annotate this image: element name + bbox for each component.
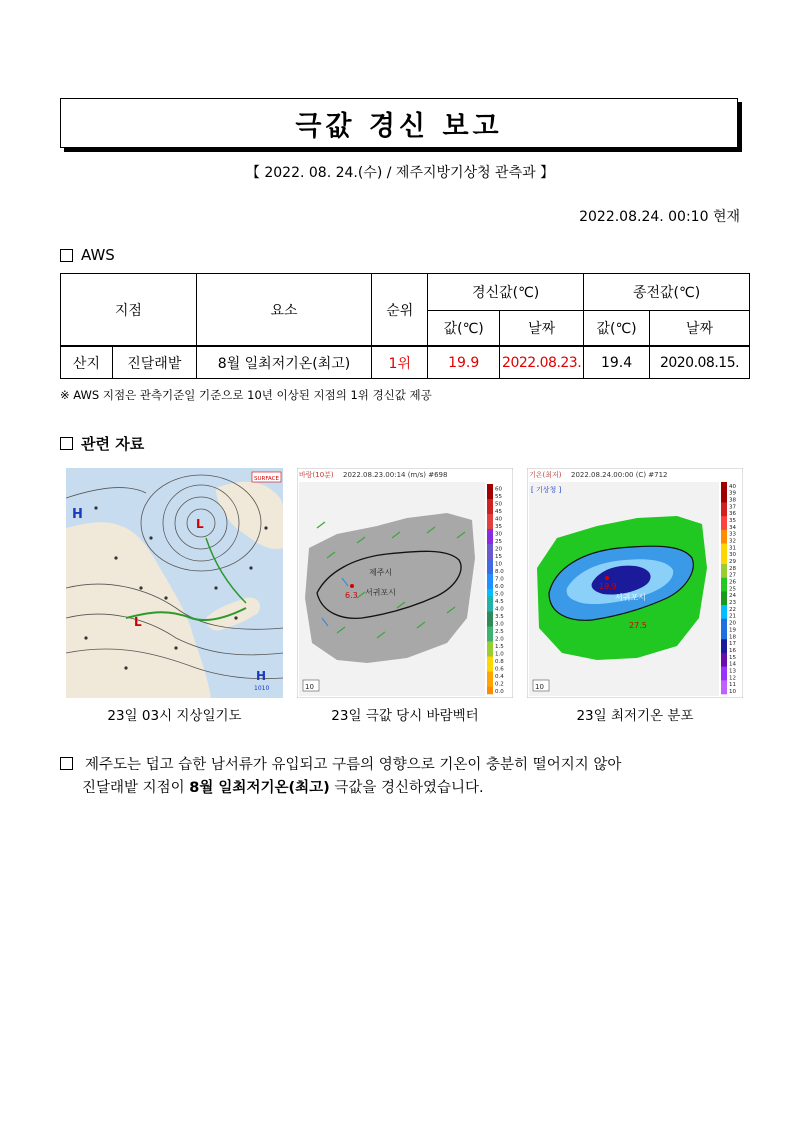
section-aws-label: AWS <box>81 246 115 264</box>
wind-map-info: 2022.08.23.00:14 (m/s) #698 <box>343 471 448 479</box>
title-box <box>60 98 738 148</box>
legend-swatch <box>721 550 727 557</box>
checkbox-icon <box>60 757 73 770</box>
legend-label: 11 <box>729 682 736 689</box>
legend-swatch <box>487 574 493 582</box>
legend-swatch <box>721 585 727 592</box>
cell-rank: 1위 <box>372 346 428 379</box>
legend-swatch <box>721 537 727 544</box>
section-related <box>60 433 144 454</box>
legend-label: 10 <box>495 561 502 568</box>
legend-label: 22 <box>729 606 736 613</box>
legend-swatch <box>487 499 493 507</box>
wind-value-label: 6.3 <box>345 591 358 600</box>
summary-line-1 <box>60 754 750 777</box>
station-marker <box>350 584 354 588</box>
summary-paragraph <box>60 754 750 800</box>
header-new: 경신값(℃) <box>428 274 584 311</box>
legend-label: 3.5 <box>495 613 504 620</box>
city-label-seogwipo: 서귀포시 <box>615 593 646 602</box>
subheader-new-value: 값(℃) <box>428 311 500 347</box>
scale-label: 10 <box>305 683 314 691</box>
legend-label: 4.0 <box>495 606 504 613</box>
subheader-new-date: 날짜 <box>500 311 584 347</box>
legend-swatch <box>721 660 727 667</box>
section-aws <box>60 246 115 264</box>
temp-legend-labels <box>729 484 736 695</box>
legend-label: 21 <box>729 613 736 620</box>
legend-swatch <box>487 507 493 515</box>
legend-label: 17 <box>729 641 736 648</box>
legend-label: 12 <box>729 675 736 682</box>
subtitle: 【 2022. 08. 24.(수) / 제주지방기상청 관측과 】 <box>245 165 555 181</box>
legend-label: 0.0 <box>495 688 504 695</box>
subheader-prev-date: 날짜 <box>650 311 750 347</box>
legend-swatch <box>721 523 727 530</box>
legend-label: 13 <box>729 668 736 675</box>
legend-label: 16 <box>729 647 736 654</box>
subheader-prev-value: 값(℃) <box>584 311 650 347</box>
legend-label: 29 <box>729 559 736 566</box>
cell-element: 8월 일최저기온(최고) <box>196 346 372 379</box>
temp-value-label-2: 27.5 <box>629 621 647 630</box>
temp-map-title: 기온(최저) <box>529 471 562 479</box>
legend-label: 45 <box>495 508 502 515</box>
summary-text-1: 제주도는 덥고 습한 남서류가 유입되고 구름의 영향으로 기온이 충분히 떨어지지 않아 <box>85 757 622 773</box>
legend-swatch <box>721 544 727 551</box>
legend-label: 38 <box>729 497 736 504</box>
legend-swatch <box>487 589 493 597</box>
legend-label: 40 <box>729 483 736 490</box>
legend-swatch <box>721 509 727 516</box>
cell-new-date: 2022.08.23. <box>500 346 584 379</box>
scale-label: 10 <box>535 683 544 691</box>
legend-label: 1.0 <box>495 651 504 658</box>
legend-swatch <box>721 619 727 626</box>
legend-swatch <box>721 673 727 680</box>
surface-map-image <box>66 468 283 698</box>
legend-swatch <box>487 544 493 552</box>
legend-label: 19 <box>729 627 736 634</box>
legend-swatch <box>721 598 727 605</box>
legend-label: 0.8 <box>495 658 504 665</box>
city-label-jeju: 제주시 <box>369 568 393 577</box>
wind-vector-map <box>297 468 513 698</box>
legend-label: 36 <box>729 511 736 518</box>
checkbox-icon <box>60 249 73 262</box>
legend-swatch <box>487 664 493 672</box>
legend-label: 0.6 <box>495 666 504 673</box>
legend-swatch <box>487 537 493 545</box>
legend-swatch <box>721 687 727 694</box>
temp-legend-bar <box>721 482 727 694</box>
legend-swatch <box>721 564 727 571</box>
legend-label: 30 <box>495 531 502 538</box>
summary-text-2-post: 극값을 경신하였습니다. <box>329 780 484 796</box>
legend-swatch <box>487 597 493 605</box>
legend-label: 4.5 <box>495 598 504 605</box>
legend-swatch <box>721 496 727 503</box>
legend-swatch <box>487 484 493 492</box>
legend-swatch <box>721 612 727 619</box>
wind-map-image <box>297 468 513 698</box>
legend-label: 8.0 <box>495 568 504 575</box>
table-row <box>61 346 750 379</box>
legend-label: 28 <box>729 565 736 572</box>
legend-swatch <box>487 657 493 665</box>
legend-swatch <box>721 653 727 660</box>
legend-label: 5.0 <box>495 591 504 598</box>
temp-map-image <box>527 468 743 698</box>
high-pressure-value: 1010 <box>254 685 270 692</box>
legend-label: 34 <box>729 524 736 531</box>
legend-swatch <box>487 642 493 650</box>
legend-label: 32 <box>729 538 736 545</box>
legend-swatch <box>721 626 727 633</box>
as-of-timestamp: 2022.08.24. 00:10 현재 <box>579 209 740 225</box>
low-pressure-label-2: L <box>134 615 142 629</box>
caption-wind-map: 23일 극값 당시 바람벡터 <box>331 708 479 724</box>
legend-label: 0.2 <box>495 681 504 688</box>
legend-swatch <box>721 591 727 598</box>
legend-label: 15 <box>495 553 502 560</box>
min-temp-map <box>527 468 743 698</box>
cell-prev-date: 2020.08.15. <box>650 346 750 379</box>
high-pressure-label: H <box>72 507 83 522</box>
legend-swatch <box>487 514 493 522</box>
cell-new-value: 19.9 <box>428 346 500 379</box>
legend-swatch <box>721 489 727 496</box>
legend-swatch <box>721 639 727 646</box>
header-rank: 순위 <box>372 274 428 347</box>
legend-swatch <box>487 634 493 642</box>
station-marker <box>605 576 609 580</box>
legend-label: 2.0 <box>495 636 504 643</box>
legend-swatch <box>487 619 493 627</box>
legend-swatch <box>487 522 493 530</box>
summary-text-2-pre: 진달래밭 지점이 <box>82 780 190 796</box>
legend-swatch <box>487 567 493 575</box>
footnote: ※ AWS 지점은 관측기준일 기준으로 10년 이상된 지점의 1위 경신값 제공 <box>60 388 432 402</box>
high-pressure-label-2: H <box>256 669 267 683</box>
header-prev: 종전값(℃) <box>584 274 750 311</box>
legend-swatch <box>721 482 727 489</box>
legend-label: 23 <box>729 600 736 607</box>
legend-label: 30 <box>729 552 736 559</box>
city-label-seogwipo: 서귀포시 <box>365 588 396 597</box>
legend-label: 37 <box>729 504 736 511</box>
legend-label: 60 <box>495 486 502 493</box>
legend-swatch <box>487 649 493 657</box>
surface-weather-chart <box>66 468 283 698</box>
section-related-label: 관련 자료 <box>81 435 145 453</box>
header-element: 요소 <box>196 274 372 347</box>
checkbox-icon <box>60 437 73 450</box>
aws-table <box>60 273 750 379</box>
temp-map-info: 2022.08.24.00:00 (C) #712 <box>571 471 668 479</box>
legend-swatch <box>487 552 493 560</box>
legend-label: 31 <box>729 545 736 552</box>
legend-swatch <box>487 687 493 695</box>
legend-label: 0.4 <box>495 673 504 680</box>
legend-swatch <box>487 529 493 537</box>
legend-swatch <box>721 632 727 639</box>
legend-label: 7.0 <box>495 576 504 583</box>
legend-label: 33 <box>729 531 736 538</box>
legend-label: 20 <box>495 546 502 553</box>
legend-swatch <box>721 605 727 612</box>
legend-label: 6.0 <box>495 583 504 590</box>
legend-label: 15 <box>729 654 736 661</box>
temp-value-label-1: 19.9 <box>599 582 617 591</box>
table-header-row <box>61 274 750 311</box>
wind-map-title: 바람(10분) <box>299 471 334 479</box>
legend-swatch <box>721 516 727 523</box>
legend-swatch <box>721 530 727 537</box>
legend-label: 55 <box>495 493 502 500</box>
legend-label: 27 <box>729 572 736 579</box>
caption-surface-chart: 23일 03시 지상일기도 <box>107 708 242 724</box>
legend-swatch <box>487 582 493 590</box>
legend-label: 50 <box>495 501 502 508</box>
legend-swatch <box>721 646 727 653</box>
legend-label: 35 <box>729 518 736 525</box>
legend-swatch <box>487 679 493 687</box>
cell-region: 산지 <box>61 346 113 379</box>
legend-swatch <box>487 672 493 680</box>
legend-swatch <box>721 571 727 578</box>
legend-swatch <box>721 667 727 674</box>
legend-label: 18 <box>729 634 736 641</box>
legend-label: 25 <box>729 586 736 593</box>
legend-label: 10 <box>729 688 736 695</box>
legend-label: 24 <box>729 593 736 600</box>
summary-line-2 <box>60 777 750 800</box>
legend-swatch <box>721 578 727 585</box>
header-site: 지점 <box>61 274 197 347</box>
page-title: 극값 경신 보고 <box>295 110 503 142</box>
legend-label: 25 <box>495 538 502 545</box>
legend-label: 1.5 <box>495 643 504 650</box>
legend-label: 20 <box>729 620 736 627</box>
legend-label: 2.5 <box>495 628 504 635</box>
summary-text-2-bold: 8월 일최저기온(최고) <box>189 780 330 796</box>
legend-label: 14 <box>729 661 736 668</box>
kma-tag: [ 기상청 ] <box>531 486 562 494</box>
legend-swatch <box>487 627 493 635</box>
wind-legend-bar <box>487 484 493 694</box>
legend-swatch <box>487 604 493 612</box>
legend-label: 40 <box>495 516 502 523</box>
chart-tag: SURFACE <box>254 476 279 482</box>
legend-label: 35 <box>495 523 502 530</box>
legend-swatch <box>721 680 727 687</box>
legend-swatch <box>487 492 493 500</box>
legend-label: 26 <box>729 579 736 586</box>
legend-label: 3.0 <box>495 621 504 628</box>
legend-swatch <box>487 612 493 620</box>
legend-swatch <box>487 559 493 567</box>
legend-label: 39 <box>729 490 736 497</box>
cell-prev-value: 19.4 <box>584 346 650 379</box>
cell-site: 진달래밭 <box>112 346 196 379</box>
caption-temp-map: 23일 최저기온 분포 <box>576 708 694 724</box>
legend-swatch <box>721 503 727 510</box>
legend-swatch <box>721 557 727 564</box>
low-pressure-label: L <box>196 517 204 531</box>
